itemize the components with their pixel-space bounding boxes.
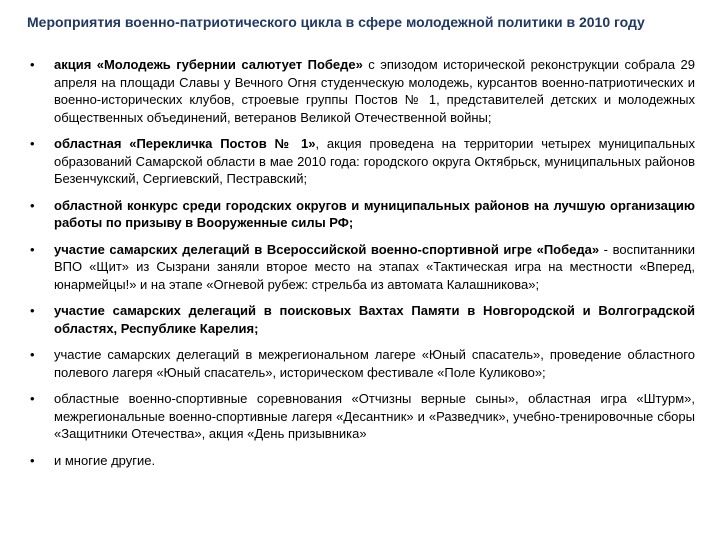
list-item <box>27 346 695 381</box>
bullet-icon: • <box>30 197 35 213</box>
item-bold-text: участие самарских делегаций в поисковых Вахтах Памяти в Новгородской и Волгоградской областях, Республике Карелия; <box>54 303 695 336</box>
item-text: - воспитанники ВПО «Щит» из Сызрани заняли второе место на этапах «Тактическая игра на местности «Вперед, юнармейцы!» и на этапе «Огневой рубеж: стрельба из автомата Калашникова»; <box>54 241 696 292</box>
bullet-icon: • <box>30 452 35 468</box>
list-item <box>27 135 695 188</box>
bullet-icon: • <box>30 303 35 318</box>
item-text: областные военно-спортивные соревнования «Отчизны верные сыны», областная игра «Штурм», межрегиональные военно-спортивные лагеря «Десантник» и «Разведчик», учебно-тренировочные сборы «Защитники Отечества», акция «День призывника» <box>54 391 695 441</box>
item-text: , акция проведена на территории четырех муниципальных образований Самарской области в мае 2010 года: городского округа Октябрьск, муниципальных районов Безенчукский, Сергиевский, Пестравский; <box>54 136 695 186</box>
list-item <box>27 452 695 470</box>
item-bold-text: областная «Перекличка Постов № 1» <box>54 136 316 151</box>
list-item <box>27 302 695 337</box>
bullet-icon: • <box>30 57 35 72</box>
slide-title: Мероприятия военно-патриотического цикла в сфере молодежной политики в 2010 году <box>27 14 645 30</box>
item-text: участие самарских делегаций в межрегиональном лагере «Юный спасатель», проведение областного полевого лагеря «Юный спасатель», историческом фестивале «Поле Куликово»; <box>54 347 695 380</box>
item-bold-text: акция «Молодежь губернии салютует Победе» <box>54 57 363 72</box>
bullet-icon: • <box>30 136 35 151</box>
list-item <box>27 241 695 294</box>
bullet-icon: • <box>30 347 35 362</box>
list-item <box>27 56 695 126</box>
item-bold-text: участие самарских делегаций в Всероссийской военно-спортивной игре «Победа» <box>54 241 600 257</box>
item-text: и многие другие. <box>54 452 156 468</box>
bullet-icon: • <box>30 241 35 257</box>
bullet-list <box>27 56 695 478</box>
item-text: с эпизодом исторической реконструкции собрала 29 апреля на площади Славы у Вечного Огня студенческую молодежь, курсантов военно-патриотических и военно-исторических клубов, строевые группы Постов № 1, представителей детских и молодежных общественных объединений, ветеранов Великой Отечественной войны; <box>54 57 695 125</box>
item-bold-text: областной конкурс среди городских округов и муниципальных районов на лучшую организацию работы по призыву в Вооруженные силы РФ; <box>54 197 695 230</box>
bullet-icon: • <box>30 391 35 406</box>
list-item <box>27 197 695 232</box>
list-item <box>27 390 695 443</box>
